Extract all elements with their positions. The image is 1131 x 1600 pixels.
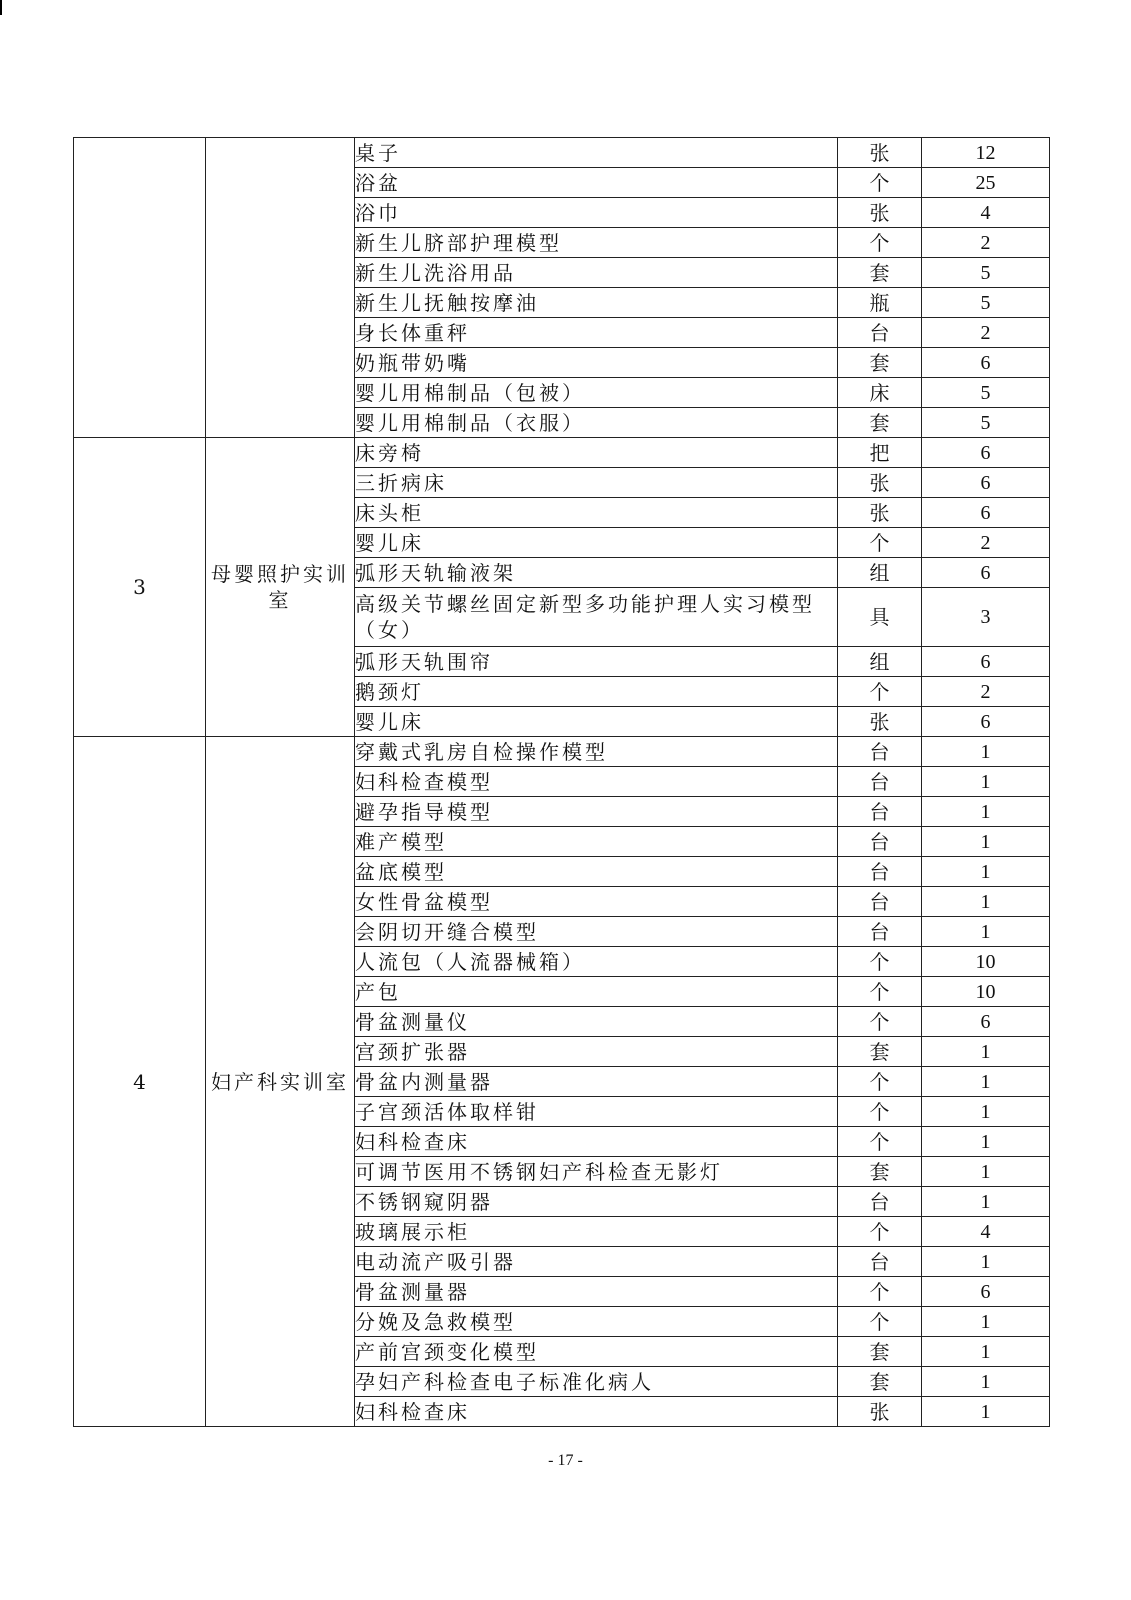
equipment-name-cell: 弧形天轨围帘 (355, 647, 838, 677)
unit-cell: 把 (838, 438, 922, 468)
unit-cell: 个 (838, 977, 922, 1007)
quantity-cell: 6 (922, 707, 1050, 737)
quantity-cell: 1 (922, 1307, 1050, 1337)
equipment-name-cell: 盆底模型 (355, 857, 838, 887)
unit-cell: 组 (838, 647, 922, 677)
unit-cell: 台 (838, 827, 922, 857)
unit-cell: 套 (838, 1157, 922, 1187)
equipment-name-cell: 鹅颈灯 (355, 677, 838, 707)
unit-cell: 台 (838, 857, 922, 887)
equipment-name-cell: 难产模型 (355, 827, 838, 857)
quantity-cell: 4 (922, 198, 1050, 228)
equipment-name-cell: 身长体重秤 (355, 318, 838, 348)
quantity-cell: 1 (922, 1367, 1050, 1397)
quantity-cell: 4 (922, 1217, 1050, 1247)
quantity-cell: 1 (922, 1127, 1050, 1157)
equipment-name-cell: 避孕指导模型 (355, 797, 838, 827)
unit-cell: 张 (838, 138, 922, 168)
equipment-name-cell: 产前宫颈变化模型 (355, 1337, 838, 1367)
quantity-cell: 5 (922, 288, 1050, 318)
unit-cell: 床 (838, 378, 922, 408)
unit-cell: 台 (838, 737, 922, 767)
equipment-table (73, 137, 1050, 1427)
quantity-cell: 10 (922, 977, 1050, 1007)
unit-cell: 个 (838, 1007, 922, 1037)
quantity-cell: 1 (922, 1037, 1050, 1067)
equipment-name-cell: 弧形天轨输液架 (355, 558, 838, 588)
equipment-name-cell: 玻璃展示柜 (355, 1217, 838, 1247)
equipment-name-cell: 人流包（人流器械箱） (355, 947, 838, 977)
equipment-name-cell: 可调节医用不锈钢妇产科检查无影灯 (355, 1157, 838, 1187)
unit-cell: 张 (838, 707, 922, 737)
equipment-name-cell: 子宫颈活体取样钳 (355, 1097, 838, 1127)
equipment-name-cell: 骨盆测量器 (355, 1277, 838, 1307)
equipment-name-cell: 骨盆内测量器 (355, 1067, 838, 1097)
quantity-cell: 1 (922, 1157, 1050, 1187)
group-number-cell: 3 (74, 438, 206, 737)
unit-cell: 套 (838, 1367, 922, 1397)
equipment-name-cell: 桌子 (355, 138, 838, 168)
equipment-name-cell: 产包 (355, 977, 838, 1007)
equipment-name-cell: 婴儿床 (355, 528, 838, 558)
table-row (74, 138, 1050, 168)
equipment-name-cell: 女性骨盆模型 (355, 887, 838, 917)
quantity-cell: 5 (922, 408, 1050, 438)
quantity-cell: 10 (922, 947, 1050, 977)
quantity-cell: 2 (922, 228, 1050, 258)
unit-cell: 个 (838, 947, 922, 977)
equipment-name-cell: 新生儿脐部护理模型 (355, 228, 838, 258)
quantity-cell: 1 (922, 1067, 1050, 1097)
unit-cell: 张 (838, 198, 922, 228)
unit-cell: 台 (838, 1247, 922, 1277)
equipment-name-cell: 婴儿用棉制品（衣服） (355, 408, 838, 438)
page-number: - 17 - (548, 1452, 583, 1469)
equipment-name-cell: 孕妇产科检查电子标准化病人 (355, 1367, 838, 1397)
unit-cell: 台 (838, 1187, 922, 1217)
unit-cell: 个 (838, 1127, 922, 1157)
unit-cell: 套 (838, 1337, 922, 1367)
equipment-name-cell: 穿戴式乳房自检操作模型 (355, 737, 838, 767)
quantity-cell: 1 (922, 1097, 1050, 1127)
quantity-cell: 1 (922, 857, 1050, 887)
equipment-name-cell: 床头柜 (355, 498, 838, 528)
quantity-cell: 12 (922, 138, 1050, 168)
quantity-cell: 3 (922, 588, 1050, 647)
unit-cell: 具 (838, 588, 922, 647)
unit-cell: 个 (838, 1097, 922, 1127)
quantity-cell: 1 (922, 767, 1050, 797)
quantity-cell: 6 (922, 1277, 1050, 1307)
unit-cell: 个 (838, 228, 922, 258)
unit-cell: 个 (838, 168, 922, 198)
unit-cell: 个 (838, 1067, 922, 1097)
equipment-name-cell: 宫颈扩张器 (355, 1037, 838, 1067)
quantity-cell: 1 (922, 887, 1050, 917)
unit-cell: 瓶 (838, 288, 922, 318)
quantity-cell: 1 (922, 827, 1050, 857)
equipment-name-cell: 婴儿床 (355, 707, 838, 737)
unit-cell: 张 (838, 468, 922, 498)
equipment-name-cell: 分娩及急救模型 (355, 1307, 838, 1337)
equipment-name-cell: 奶瓶带奶嘴 (355, 348, 838, 378)
unit-cell: 个 (838, 1277, 922, 1307)
quantity-cell: 6 (922, 348, 1050, 378)
unit-cell: 台 (838, 797, 922, 827)
unit-cell: 组 (838, 558, 922, 588)
quantity-cell: 1 (922, 1247, 1050, 1277)
quantity-cell: 1 (922, 917, 1050, 947)
equipment-name-cell: 妇科检查床 (355, 1127, 838, 1157)
unit-cell: 套 (838, 1037, 922, 1067)
quantity-cell: 1 (922, 1337, 1050, 1367)
equipment-name-cell: 高级关节螺丝固定新型多功能护理人实习模型（女） (355, 588, 838, 647)
equipment-name-cell: 妇科检查模型 (355, 767, 838, 797)
quantity-cell: 1 (922, 1397, 1050, 1427)
equipment-name-cell: 新生儿洗浴用品 (355, 258, 838, 288)
training-room-cell: 妇产科实训室 (206, 737, 355, 1427)
unit-cell: 台 (838, 767, 922, 797)
unit-cell: 个 (838, 677, 922, 707)
unit-cell: 台 (838, 917, 922, 947)
unit-cell: 张 (838, 1397, 922, 1427)
quantity-cell: 1 (922, 737, 1050, 767)
quantity-cell: 6 (922, 438, 1050, 468)
quantity-cell: 2 (922, 318, 1050, 348)
equipment-name-cell: 电动流产吸引器 (355, 1247, 838, 1277)
quantity-cell: 6 (922, 558, 1050, 588)
equipment-name-cell: 床旁椅 (355, 438, 838, 468)
unit-cell: 个 (838, 1217, 922, 1247)
equipment-name-cell: 不锈钢窥阴器 (355, 1187, 838, 1217)
unit-cell: 套 (838, 408, 922, 438)
table-row (74, 438, 1050, 468)
quantity-cell: 25 (922, 168, 1050, 198)
equipment-name-cell: 浴巾 (355, 198, 838, 228)
unit-cell: 个 (838, 528, 922, 558)
unit-cell: 个 (838, 1307, 922, 1337)
equipment-name-cell: 骨盆测量仪 (355, 1007, 838, 1037)
quantity-cell: 1 (922, 1187, 1050, 1217)
quantity-cell: 6 (922, 1007, 1050, 1037)
unit-cell: 套 (838, 258, 922, 288)
quantity-cell: 5 (922, 378, 1050, 408)
quantity-cell: 5 (922, 258, 1050, 288)
unit-cell: 台 (838, 318, 922, 348)
unit-cell: 套 (838, 348, 922, 378)
quantity-cell: 2 (922, 528, 1050, 558)
equipment-name-cell: 会阴切开缝合模型 (355, 917, 838, 947)
equipment-name-cell: 新生儿抚触按摩油 (355, 288, 838, 318)
equipment-name-cell: 婴儿用棉制品（包被） (355, 378, 838, 408)
page-corner-mark (0, 0, 2, 15)
table-row (74, 737, 1050, 767)
quantity-cell: 6 (922, 468, 1050, 498)
group-number-cell: 4 (74, 737, 206, 1427)
equipment-name-cell: 妇科检查床 (355, 1397, 838, 1427)
quantity-cell: 6 (922, 498, 1050, 528)
quantity-cell: 2 (922, 677, 1050, 707)
quantity-cell: 1 (922, 797, 1050, 827)
training-room-cell: 母婴照护实训室 (206, 438, 355, 737)
training-room-cell (206, 138, 355, 438)
quantity-cell: 6 (922, 647, 1050, 677)
equipment-name-cell: 三折病床 (355, 468, 838, 498)
unit-cell: 台 (838, 887, 922, 917)
equipment-name-cell: 浴盆 (355, 168, 838, 198)
unit-cell: 张 (838, 498, 922, 528)
group-number-cell (74, 138, 206, 438)
